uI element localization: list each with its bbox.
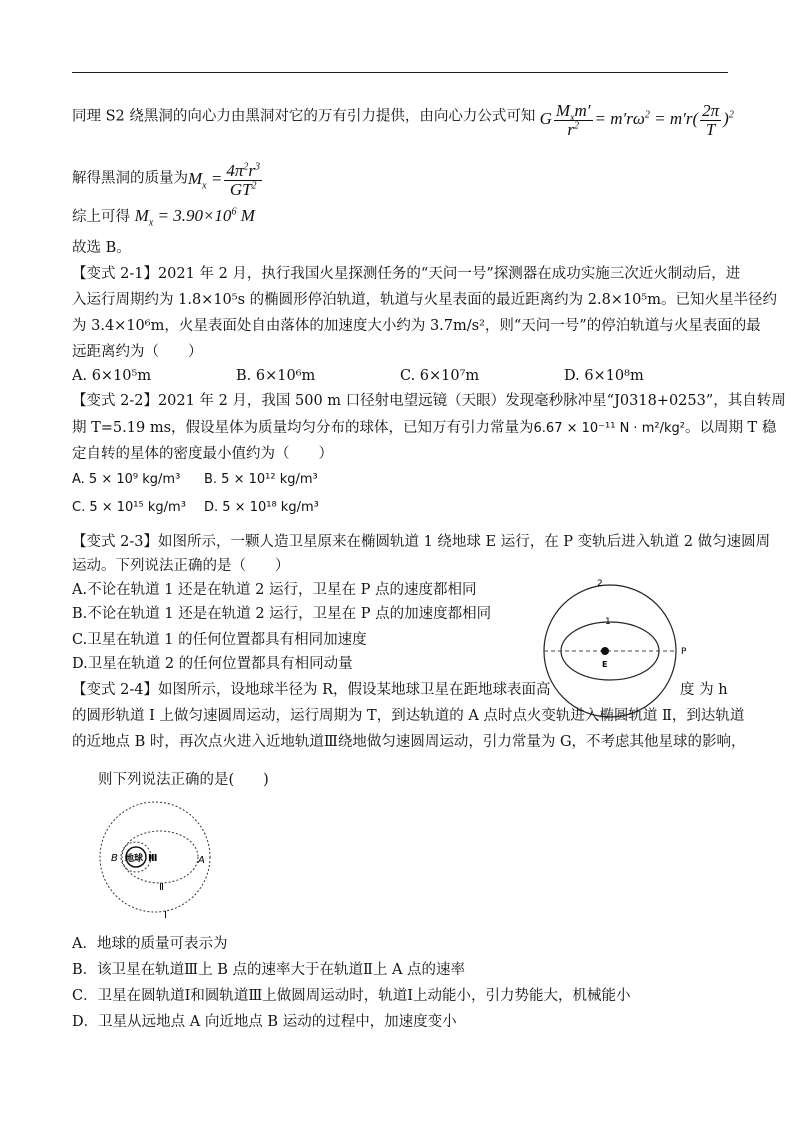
q22-line-1: 【变式 2-2】2021 年 2 月，我国 500 m 口径射电望远镜（天眼）发现毫秒脉冲星“J0318+0253”，其自转周 (72, 393, 786, 409)
q24-option-a[interactable]: A．地球的质量可表示为 (72, 936, 228, 952)
q24-option-d[interactable]: D．卫星从远地点 A 向近地点 B 运动的过程中，加速度变小 (72, 1014, 457, 1030)
q24-line-1: 【变式 2-4】如图所示，设地球半径为 R，假设某地球卫星在距地球表面高 (72, 682, 551, 698)
earth-dot (601, 647, 609, 655)
intro-line-2: 解得黑洞的质量为$M_x$ = $\frac{4\pi^2r^3}{GT^2}$ (72, 160, 264, 197)
q21-line-3: 为 3.4×10⁶m，火星表面处自由落体的加速度大小约为 3.7m/s²，则“天问一号”的停泊轨道与火星表面的最 (72, 318, 761, 334)
q24-option-b[interactable]: B．该卫星在轨道Ⅲ上 B 点的速率大于在轨道Ⅱ上 A 点的速率 (72, 962, 466, 978)
q22-option-b[interactable]: B. 5 × 10¹² kg/m³ (204, 472, 318, 487)
label-orbit-ii: Ⅱ (159, 882, 164, 893)
q22-option-a[interactable]: A. 5 × 10⁹ kg/m³ (72, 472, 181, 487)
label-orbit-iii: Ⅲ (148, 853, 158, 864)
q22-option-c[interactable]: C. 5 × 10¹⁵ kg/m³ (72, 500, 186, 515)
intro-line-3: 综上可得 $M_x = 3.90\times 10^6$ M (72, 206, 255, 229)
label-earth-cn: 地球 (125, 854, 144, 864)
orbit-figure-1 (538, 576, 688, 726)
q24-line-3: 的近地点 B 时，再次点火进入近地轨道Ⅲ绕地做匀速圆周运动，引力常量为 G，不考虑其他星球的影响， (72, 734, 746, 750)
q23-line-2: 运动。下列说法正确的是（ ） (72, 558, 290, 574)
q23-option-b[interactable]: B.不论在轨道 1 还是在轨道 2 运行，卫星在 P 点的加速度都相同 (72, 606, 492, 622)
q23-line-1: 【变式 2-3】如图所示，一颗人造卫星原来在椭圆轨道 1 绕地球 E 运行，在 P 变轨后进入轨道 2 做匀速圆周 (72, 534, 771, 550)
q22-option-d[interactable]: D. 5 × 10¹⁸ kg/m³ (204, 500, 319, 515)
q21-option-b[interactable]: B. 6×10⁶m (236, 368, 316, 384)
label-point-a: A (198, 855, 205, 866)
label-orbit-i: Ⅰ (164, 910, 167, 920)
centripetal-formula: G $\frac{M_xm'}{r^2}$ = $m'r\omega^2 = m'r$( $\frac{2\pi}{T}$ )$^2$ (539, 101, 734, 139)
q23-option-a[interactable]: A.不论在轨道 1 还是在轨道 2 运行，卫星在 P 点的速度都相同 (72, 582, 477, 598)
label-earth: E (602, 660, 608, 669)
q24-line-4: 则下列说法正确的是( ) (98, 772, 269, 788)
q23-option-d[interactable]: D.卫星在轨道 2 的任何位置都具有相同动量 (72, 656, 353, 672)
orbit-figure-2 (80, 800, 230, 920)
header-rule (72, 72, 728, 73)
q23-option-c[interactable]: C.卫星在轨道 1 的任何位置都具有相同加速度 (72, 632, 367, 648)
mass-formula: $M_x$ = $\frac{4\pi^2r^3}{GT^2}$ (188, 161, 261, 199)
q24-option-c[interactable]: C．卫星在圆轨道Ⅰ和圆轨道Ⅲ上做圆周运动时，轨道Ⅰ上动能小，引力势能大，机械能小 (72, 988, 631, 1004)
q21-line-4: 远距离约为（ ） (72, 344, 203, 360)
q21-option-a[interactable]: A. 6×10⁵m (72, 368, 152, 384)
q21-option-c[interactable]: C. 6×10⁷m (400, 368, 480, 384)
q24-line-2: 的圆形轨道 Ⅰ 上做匀速圆周运动，运行周期为 T，到达轨道的 A 点时点火变轨进入椭圆轨道 Ⅱ，到达轨道 (72, 708, 745, 724)
label-point-p: P (681, 647, 687, 657)
intro-line-4: 故选 B。 (72, 240, 131, 256)
label-orbit-2: 2 (597, 579, 603, 589)
q21-line-1: 【变式 2-1】2021 年 2 月，执行我国火星探测任务的“天问一号”探测器在成功实施三次近火制动后，进 (72, 266, 741, 282)
q22-line-3: 定自转的星体的密度最小值约为（ ） (72, 446, 333, 462)
label-orbit-1: 1 (605, 617, 611, 627)
q21-line-2: 入运行周期约为 1.8×10⁵s 的椭圆形停泊轨道，轨道与火星表面的最近距离约为 2.8×10⁵m。已知火星半径约 (72, 292, 777, 308)
q24-line-1-tail: 度 为 h (680, 682, 728, 698)
q21-option-d[interactable]: D. 6×10⁸m (564, 368, 644, 384)
mass-result: $M_x = 3.90\times 10^6$ M (134, 206, 255, 229)
intro-line-1: 同理 S2 绕黑洞的向心力由黑洞对它的万有引力提供，由向心力公式可知 G $\frac{M_xm'}{r^2}$ = $m'r\omega^2 = m'r$( $\frac{2\pi}{T}$ )$^2$ (72, 101, 734, 139)
q22-line-2: 期 T=5.19 ms，假设星体为质量均匀分布的球体，已知万有引力常量为6.67 × 10⁻¹¹ N · m²/kg²。以周期 T 稳 (72, 420, 777, 436)
label-point-b: B (111, 853, 118, 864)
